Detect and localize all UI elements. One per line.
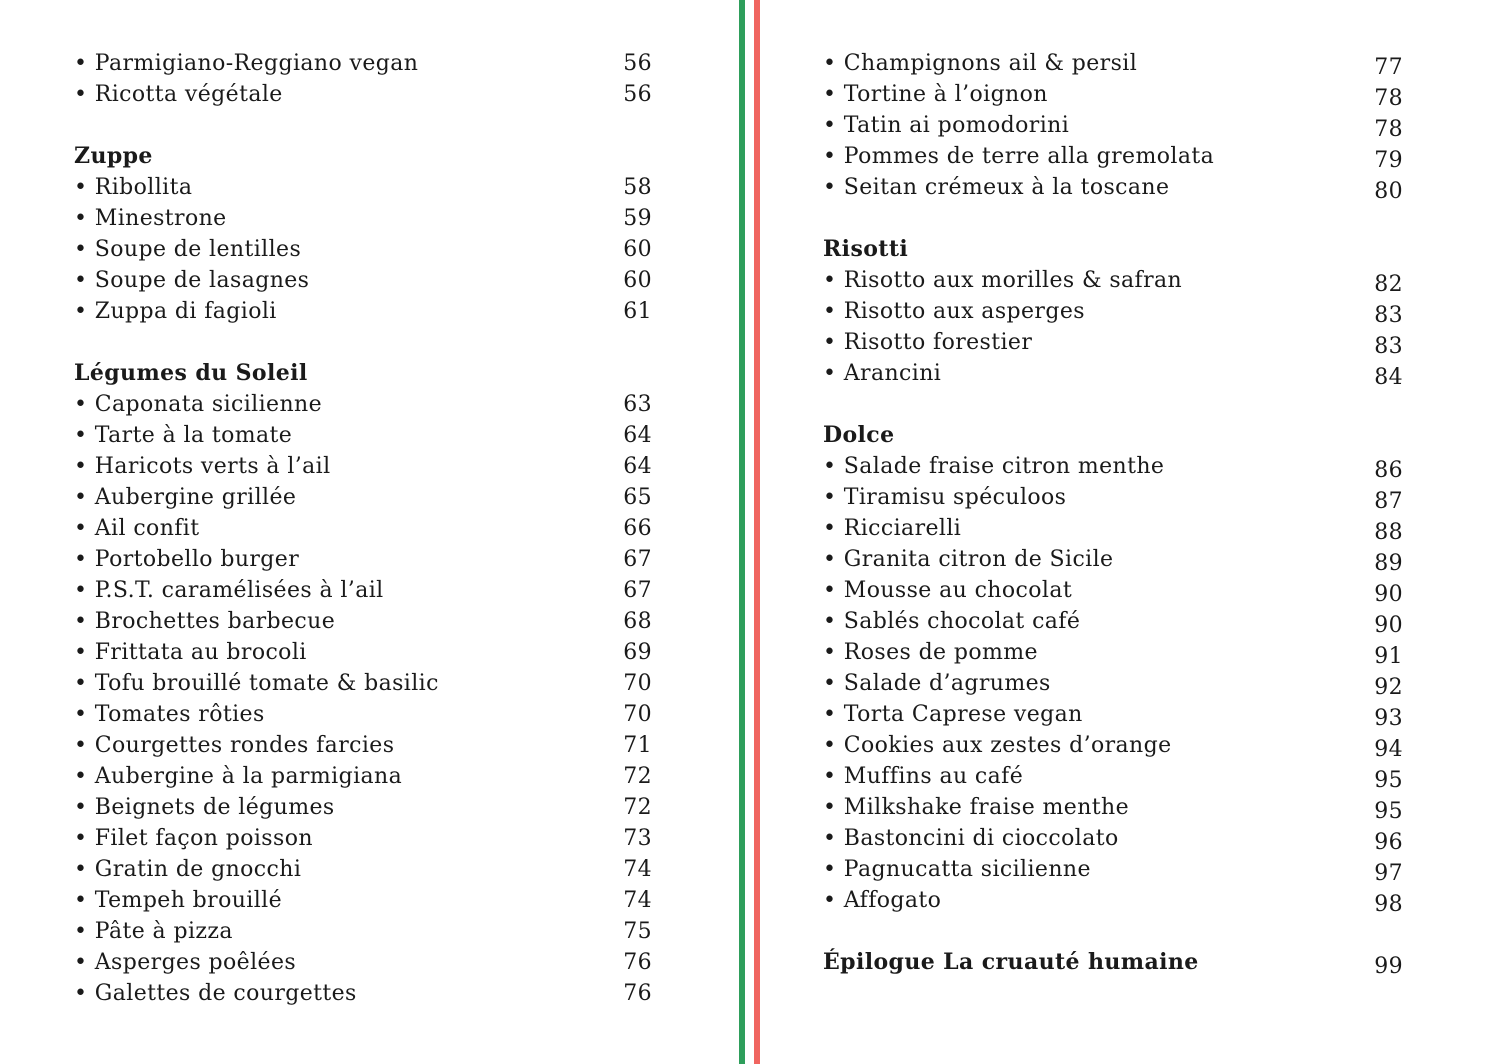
section-title: Légumes du Soleil <box>74 360 308 386</box>
entry-title: • Pagnucatta sicilienne <box>823 857 1091 882</box>
page-number: 98 <box>1374 892 1403 917</box>
entry-title: • Asperges poêlées <box>74 950 297 975</box>
entry-title: • P.S.T. caramélisées à l’ail <box>74 578 384 603</box>
page-number: 77 <box>1374 55 1403 80</box>
entry-title: • Tofu brouillé tomate & basilic <box>74 671 439 696</box>
entry-title: • Bastoncini di cioccolato <box>823 826 1119 851</box>
toc-spacer <box>823 389 1403 420</box>
entry-title: • Tiramisu spéculoos <box>823 485 1067 510</box>
toc-entry <box>823 358 1403 389</box>
page-number: 68 <box>623 609 652 634</box>
toc-spacer <box>74 327 652 358</box>
toc-entry <box>823 265 1403 296</box>
page-number: 78 <box>1374 86 1403 111</box>
section-title: Dolce <box>823 422 895 448</box>
toc-entry <box>74 792 652 823</box>
section-title: Risotti <box>823 236 909 262</box>
toc-entry <box>74 172 652 203</box>
page-number: 73 <box>623 826 652 851</box>
section-title: Épilogue La cruauté humaine <box>823 949 1199 975</box>
page-number: 60 <box>623 268 652 293</box>
toc-section-heading <box>823 947 1403 978</box>
page-number: 96 <box>1374 830 1403 855</box>
entry-title: • Granita citron de Sicile <box>823 547 1114 572</box>
toc-entry <box>823 668 1403 699</box>
entry-title: • Torta Caprese vegan <box>823 702 1083 727</box>
page-number: 64 <box>623 454 652 479</box>
page-number: 70 <box>623 671 652 696</box>
toc-entry <box>74 296 652 327</box>
page-number: 93 <box>1374 706 1403 731</box>
toc-entry <box>823 141 1403 172</box>
toc-entry <box>74 389 652 420</box>
toc-entry <box>823 544 1403 575</box>
toc-entry <box>823 79 1403 110</box>
page-number: 69 <box>623 640 652 665</box>
toc-entry <box>823 327 1403 358</box>
entry-title: • Risotto aux morilles & safran <box>823 268 1183 293</box>
toc-entry <box>823 110 1403 141</box>
toc-spacer <box>74 110 652 141</box>
toc-entry <box>823 48 1403 79</box>
toc-entry <box>74 730 652 761</box>
page-number: 71 <box>623 733 652 758</box>
toc-entry <box>74 203 652 234</box>
toc-entry <box>74 544 652 575</box>
entry-title: • Muffins au café <box>823 764 1024 789</box>
page-number: 66 <box>623 516 652 541</box>
entry-title: • Soupe de lentilles <box>74 237 302 262</box>
entry-title: • Gratin de gnocchi <box>74 857 302 882</box>
toc-entry <box>823 482 1403 513</box>
entry-title: • Milkshake fraise menthe <box>823 795 1130 820</box>
entry-title: • Tarte à la tomate <box>74 423 293 448</box>
toc-entry <box>823 792 1403 823</box>
toc-entry <box>823 699 1403 730</box>
entry-title: • Tomates rôties <box>74 702 265 727</box>
page-number: 90 <box>1374 582 1403 607</box>
entry-title: • Champignons ail & persil <box>823 51 1138 76</box>
entry-title: • Ricciarelli <box>823 516 962 541</box>
entry-title: • Zuppa di fagioli <box>74 299 277 324</box>
toc-entry <box>74 947 652 978</box>
page-number: 91 <box>1374 644 1403 669</box>
page-number: 80 <box>1374 179 1403 204</box>
page-number: 74 <box>623 857 652 882</box>
page-number: 72 <box>623 764 652 789</box>
flag-stripe-white <box>745 0 754 1064</box>
left-page-toc <box>74 48 652 1009</box>
entry-title: • Cookies aux zestes d’orange <box>823 733 1172 758</box>
entry-title: • Sablés chocolat café <box>823 609 1081 634</box>
toc-entry <box>74 265 652 296</box>
entry-title: • Salade fraise citron menthe <box>823 454 1165 479</box>
flag-stripe-red <box>754 0 760 1064</box>
toc-entry <box>823 761 1403 792</box>
page-number: 64 <box>623 423 652 448</box>
entry-title: • Brochettes barbecue <box>74 609 336 634</box>
entry-title: • Mousse au chocolat <box>823 578 1073 603</box>
page-number: 67 <box>623 547 652 572</box>
toc-entry <box>74 978 652 1009</box>
toc-entry <box>823 513 1403 544</box>
toc-entry <box>823 296 1403 327</box>
entry-title: • Ribollita <box>74 175 193 200</box>
page-number: 70 <box>623 702 652 727</box>
toc-entry <box>74 420 652 451</box>
page-number: 95 <box>1374 768 1403 793</box>
toc-entry <box>74 575 652 606</box>
toc-entry <box>823 637 1403 668</box>
entry-title: • Tortine à l’oignon <box>823 82 1048 107</box>
entry-title: • Aubergine à la parmigiana <box>74 764 403 789</box>
toc-entry <box>823 823 1403 854</box>
toc-entry <box>74 79 652 110</box>
entry-title: • Roses de pomme <box>823 640 1038 665</box>
page-number: 67 <box>623 578 652 603</box>
toc-entry <box>74 668 652 699</box>
entry-title: • Filet façon poisson <box>74 826 313 851</box>
entry-title: • Frittata au brocoli <box>74 640 307 665</box>
entry-title: • Risotto aux asperges <box>823 299 1085 324</box>
toc-entry <box>74 234 652 265</box>
page-number: 86 <box>1374 458 1403 483</box>
page-number: 65 <box>623 485 652 510</box>
toc-entry <box>74 823 652 854</box>
page-number: 76 <box>623 981 652 1006</box>
entry-title: • Salade d’agrumes <box>823 671 1051 696</box>
toc-entry <box>74 885 652 916</box>
page-number: 63 <box>623 392 652 417</box>
entry-title: • Ricotta végétale <box>74 82 283 107</box>
toc-entry <box>823 451 1403 482</box>
entry-title: • Ail confit <box>74 516 200 541</box>
toc-entry <box>74 916 652 947</box>
entry-title: • Caponata sicilienne <box>74 392 323 417</box>
page-number: 78 <box>1374 117 1403 142</box>
page-number: 59 <box>623 206 652 231</box>
page-number: 82 <box>1374 272 1403 297</box>
entry-title: • Tatin ai pomodorini <box>823 113 1070 138</box>
page-number: 60 <box>623 237 652 262</box>
toc-spacer <box>823 203 1403 234</box>
entry-title: • Tempeh brouillé <box>74 888 283 913</box>
toc-spacer <box>823 916 1403 947</box>
toc-entry <box>74 761 652 792</box>
page-number: 74 <box>623 888 652 913</box>
page-number: 56 <box>623 82 652 107</box>
entry-title: • Risotto forestier <box>823 330 1033 355</box>
entry-title: • Soupe de lasagnes <box>74 268 310 293</box>
toc-entry <box>74 606 652 637</box>
toc-entry <box>823 854 1403 885</box>
page-number: 76 <box>623 950 652 975</box>
entry-title: • Arancini <box>823 361 942 386</box>
entry-title: • Seitan crémeux à la toscane <box>823 175 1170 200</box>
page-number: 58 <box>623 175 652 200</box>
page-number: 56 <box>623 51 652 76</box>
page-number: 88 <box>1374 520 1403 545</box>
page-number: 75 <box>623 919 652 944</box>
entry-title: • Aubergine grillée <box>74 485 297 510</box>
page-number: 61 <box>623 299 652 324</box>
page-number: 99 <box>1374 954 1403 979</box>
entry-title: • Haricots verts à l’ail <box>74 454 331 479</box>
toc-entry <box>74 48 652 79</box>
toc-entry <box>823 730 1403 761</box>
page-number: 97 <box>1374 861 1403 886</box>
page-number: 89 <box>1374 551 1403 576</box>
toc-entry <box>74 513 652 544</box>
page-number: 90 <box>1374 613 1403 638</box>
entry-title: • Galettes de courgettes <box>74 981 357 1006</box>
page-number: 83 <box>1374 334 1403 359</box>
entry-title: • Pommes de terre alla gremolata <box>823 144 1215 169</box>
entry-title: • Parmigiano-Reggiano vegan <box>74 51 419 76</box>
toc-entry <box>74 637 652 668</box>
toc-entry <box>823 575 1403 606</box>
entry-title: • Affogato <box>823 888 942 913</box>
page-number: 79 <box>1374 148 1403 173</box>
toc-section-heading <box>823 420 1403 451</box>
toc-entry <box>823 606 1403 637</box>
page-number: 92 <box>1374 675 1403 700</box>
toc-section-heading <box>74 141 652 172</box>
page-number: 94 <box>1374 737 1403 762</box>
entry-title: • Courgettes rondes farcies <box>74 733 395 758</box>
toc-entry <box>74 482 652 513</box>
toc-section-heading <box>823 234 1403 265</box>
right-page-toc <box>823 48 1403 978</box>
entry-title: • Pâte à pizza <box>74 919 233 944</box>
toc-entry <box>823 172 1403 203</box>
entry-title: • Beignets de légumes <box>74 795 335 820</box>
entry-title: • Portobello burger <box>74 547 300 572</box>
toc-entry <box>74 854 652 885</box>
page-number: 72 <box>623 795 652 820</box>
entry-title: • Minestrone <box>74 206 227 231</box>
toc-entry <box>823 885 1403 916</box>
page-number: 95 <box>1374 799 1403 824</box>
toc-entry <box>74 699 652 730</box>
section-title: Zuppe <box>74 143 153 169</box>
page-number: 84 <box>1374 365 1403 390</box>
page-number: 83 <box>1374 303 1403 328</box>
page-number: 87 <box>1374 489 1403 514</box>
toc-section-heading <box>74 358 652 389</box>
toc-entry <box>74 451 652 482</box>
